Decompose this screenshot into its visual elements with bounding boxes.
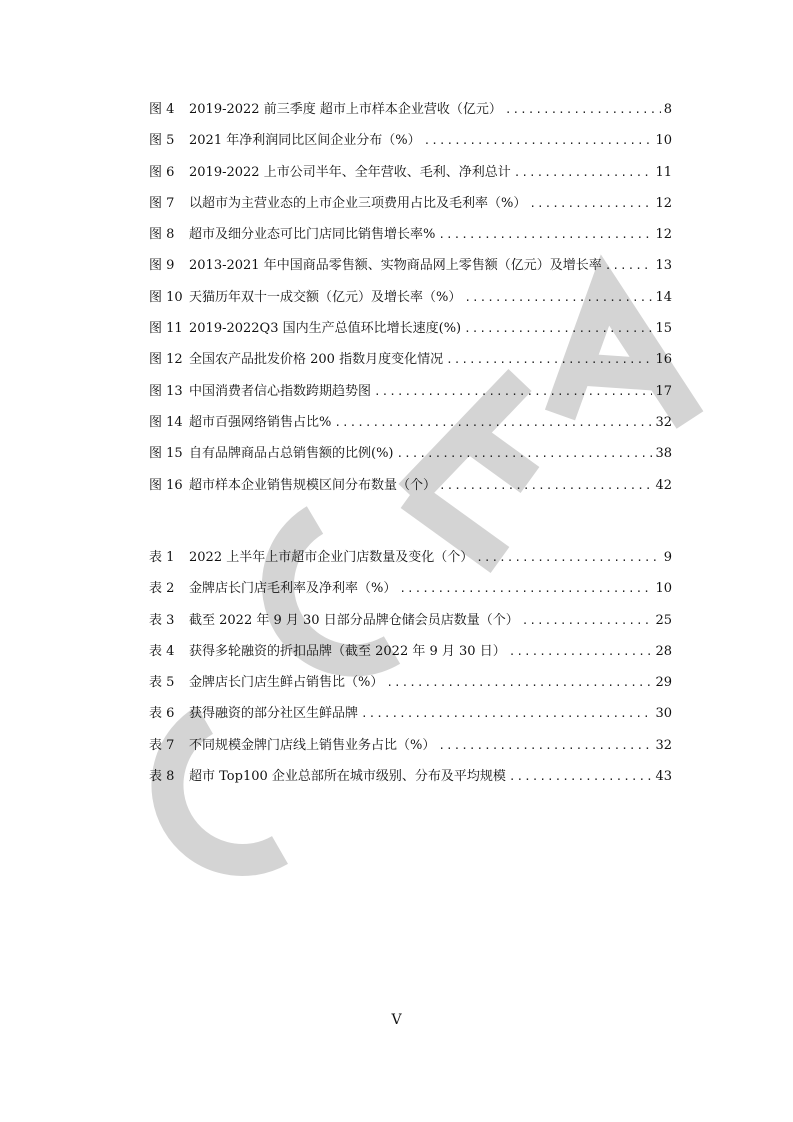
table-entry[interactable]	[149, 612, 672, 643]
figure-entry[interactable]	[149, 101, 672, 132]
entry-title: 超市百强网络销售占比%	[189, 414, 332, 430]
table-entry[interactable]	[149, 549, 672, 580]
entry-number: 图 6	[149, 164, 175, 180]
entry-page-number: 13	[655, 258, 672, 274]
entry-page-number: 14	[655, 289, 672, 305]
entry-page-number: 42	[655, 477, 672, 493]
entry-number: 图 16	[149, 477, 183, 493]
dot-leader	[529, 195, 652, 213]
entry-title: 截至 2022 年 9 月 30 日部分品牌仓储会员店数量（个）	[189, 612, 519, 628]
entry-page-number: 9	[663, 550, 672, 565]
figure-entry[interactable]	[149, 320, 672, 351]
entry-page-number: 12	[655, 195, 672, 211]
figure-entry[interactable]	[149, 414, 672, 445]
entry-title: 超市样本企业销售规模区间分布数量（个）	[189, 477, 437, 493]
entry-number: 表 2	[149, 581, 175, 597]
entry-number: 表 5	[149, 675, 175, 691]
dot-leader	[438, 226, 652, 244]
entry-page-number: 32	[655, 737, 672, 753]
figure-entry[interactable]	[149, 257, 672, 288]
table-entry[interactable]	[149, 705, 672, 736]
entry-title: 中国消费者信心指数跨期趋势图	[189, 383, 372, 399]
entry-page-number: 38	[655, 446, 672, 462]
entry-title: 金牌店长门店毛利率及净利率（%）	[189, 581, 397, 597]
dot-leader	[374, 383, 652, 401]
entry-title: 金牌店长门店生鲜占销售比（%）	[189, 675, 384, 691]
entry-number: 表 6	[149, 706, 175, 722]
dot-leader	[361, 705, 652, 723]
table-entry[interactable]	[149, 580, 672, 611]
page-number: V	[391, 1012, 402, 1028]
entry-number: 图 7	[149, 195, 175, 211]
dot-leader	[464, 289, 652, 307]
entry-number: 图 10	[149, 289, 183, 305]
entry-number: 图 14	[149, 414, 183, 430]
entry-page-number: 29	[655, 675, 672, 691]
entry-title: 2022 上半年上市超市企业门店数量及变化（个）	[189, 550, 474, 565]
entry-number: 表 1	[149, 550, 175, 565]
entry-number: 图 4	[149, 102, 175, 117]
dot-leader	[386, 674, 652, 692]
entry-title: 自有品牌商品占总销售额的比例(%)	[189, 446, 394, 462]
entry-page-number: 11	[655, 164, 672, 180]
figure-entry[interactable]	[149, 164, 672, 195]
entry-title: 2019-2022 上市公司半年、全年营收、毛利、净利总计	[189, 164, 511, 180]
entry-number: 图 13	[149, 383, 183, 399]
dot-leader	[509, 643, 653, 661]
entry-number: 表 3	[149, 612, 175, 628]
entry-title: 天猫历年双十一成交额（亿元）及增长率（%）	[189, 289, 462, 305]
dot-leader	[522, 612, 653, 630]
entry-page-number: 12	[655, 227, 672, 243]
dot-leader	[514, 164, 653, 182]
dot-leader	[397, 445, 653, 463]
entry-title: 不同规模金牌门店线上销售业务占比（%）	[189, 737, 436, 753]
entry-number: 表 7	[149, 737, 175, 753]
entry-title: 超市及细分业态可比门店同比销售增长率%	[189, 227, 436, 243]
entry-number: 表 8	[149, 769, 175, 785]
entry-page-number: 30	[655, 706, 672, 722]
entry-page-number: 43	[655, 769, 672, 785]
figure-entry[interactable]	[149, 445, 672, 476]
entry-title: 获得多轮融资的折扣品牌（截至 2022 年 9 月 30 日）	[189, 643, 506, 659]
figure-entry[interactable]	[149, 477, 672, 508]
entry-number: 图 8	[149, 227, 175, 243]
entry-title: 2013-2021 年中国商品零售额、实物商品网上零售额（亿元）及增长率	[189, 258, 602, 274]
entry-page-number: 25	[655, 612, 672, 628]
table-entry[interactable]	[149, 643, 672, 674]
entry-number: 表 4	[149, 643, 175, 659]
figure-list	[149, 101, 672, 508]
dot-leader	[464, 320, 652, 338]
entry-title: 2019-2022 前三季度 超市上市样本企业营收（亿元）	[189, 102, 502, 117]
figure-entry[interactable]	[149, 226, 672, 257]
entry-title: 以超市为主营业态的上市企业三项费用占比及毛利率（%）	[189, 195, 527, 211]
dot-leader	[399, 580, 652, 598]
entry-number: 图 9	[149, 258, 175, 274]
dot-leader	[438, 737, 652, 755]
table-entry[interactable]	[149, 674, 672, 705]
figure-entry[interactable]	[149, 132, 672, 163]
entry-page-number: 17	[655, 383, 672, 399]
entry-title: 全国农产品批发价格 200 指数月度变化情况	[189, 352, 444, 368]
entry-page-number: 15	[655, 321, 672, 337]
entry-title: 2019-2022Q3 国内生产总值环比增长速度(%)	[189, 321, 462, 337]
dot-leader	[424, 132, 653, 150]
entry-title: 获得融资的部分社区生鲜品牌	[189, 706, 359, 722]
dot-leader	[509, 768, 653, 786]
figure-entry[interactable]	[149, 289, 672, 320]
dot-leader	[439, 477, 652, 495]
entry-number: 图 11	[149, 321, 183, 337]
dot-leader	[334, 414, 652, 432]
figure-entry[interactable]	[149, 383, 672, 414]
entry-page-number: 10	[655, 133, 672, 149]
entry-page-number: 10	[655, 581, 672, 597]
dot-leader	[605, 257, 653, 275]
entry-page-number: 28	[655, 643, 672, 659]
dot-leader	[505, 101, 661, 119]
entry-page-number: 8	[663, 102, 672, 117]
figure-entry[interactable]	[149, 351, 672, 382]
entry-page-number: 32	[655, 414, 672, 430]
figure-entry[interactable]	[149, 195, 672, 226]
dot-leader	[476, 549, 661, 567]
entry-number: 图 5	[149, 133, 175, 149]
entry-number: 图 12	[149, 352, 183, 368]
table-list	[149, 549, 672, 799]
entry-number: 图 15	[149, 446, 183, 462]
table-entry[interactable]	[149, 768, 672, 799]
entry-page-number: 16	[655, 352, 672, 368]
entry-title: 2021 年净利润同比区间企业分布（%）	[189, 133, 421, 149]
dot-leader	[446, 351, 652, 369]
entry-title: 超市 Top100 企业总部所在城市级别、分布及平均规模	[189, 769, 506, 785]
table-entry[interactable]	[149, 737, 672, 768]
